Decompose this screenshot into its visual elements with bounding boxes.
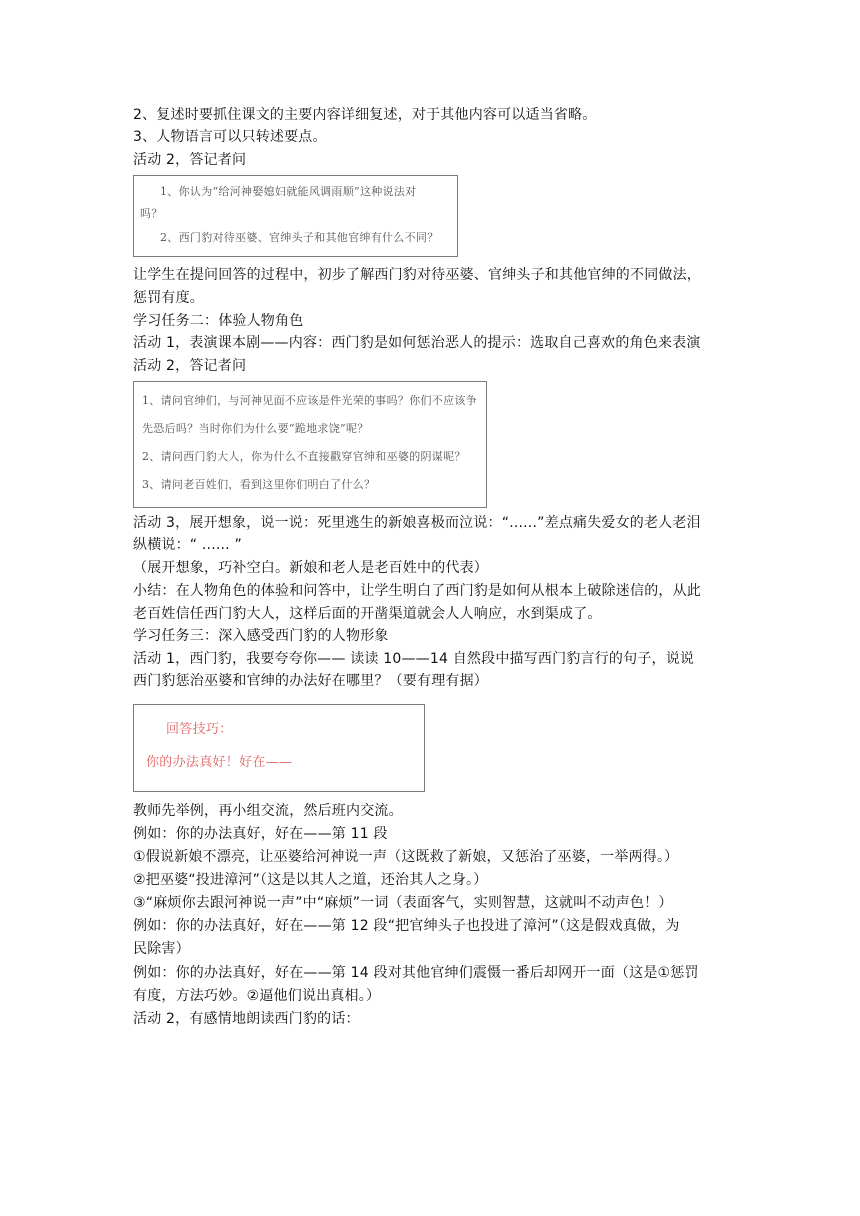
answer-tip-image-box bbox=[133, 704, 425, 792]
text-line: 活动 3，展开想象，说一说：死里逃生的新娘喜极而泣说：“......”差点痛失爱女的老人老泪 bbox=[133, 515, 701, 531]
activity-heading: 活动 2，答记者问 bbox=[133, 152, 247, 168]
text-line: 有度，方法巧妙。②逼他们说出真相。） bbox=[133, 988, 381, 1004]
text-line: 民除害） bbox=[133, 941, 190, 957]
text-line: 纵横说：“ ...... ” bbox=[133, 537, 242, 553]
text-line: 2、复述时要抓住课文的主要内容详细复述，对于其他内容可以适当省略。 bbox=[133, 107, 597, 123]
text-line: 教师先举例，再小组交流，然后班内交流。 bbox=[133, 803, 403, 819]
tip-text: 你的办法真好！好在—— bbox=[146, 755, 293, 770]
task-heading: 学习任务二：体验人物角色 bbox=[133, 313, 304, 329]
text-line: 老百姓信任西门豹大人，这样后面的开凿渠道就会人人响应，水到渠成了。 bbox=[133, 606, 602, 622]
activity-heading: 活动 2，答记者问 bbox=[133, 358, 247, 374]
activity-heading: 活动 2，有感情地朗读西门豹的话： bbox=[133, 1011, 360, 1027]
text-line: 活动 1，表演课本剧——内容：西门豹是如何惩治恶人的提示：选取自己喜欢的角色来表演 bbox=[133, 335, 701, 351]
text-line: 例如：你的办法真好，好在——第 11 段 bbox=[133, 826, 388, 842]
box-text: 2、西门豹对待巫婆、官绅头子和其他官绅有什么不同？ bbox=[160, 231, 439, 244]
box-text: 吗？ bbox=[140, 207, 163, 220]
tip-title: 回答技巧： bbox=[166, 722, 233, 737]
box-text: 先恐后吗？当时你们为什么要“跪地求饶”呢？ bbox=[142, 422, 369, 435]
text-line: ③“麻烦你去跟河神说一声”中“麻烦”一词（表面客气，实则智慧，这就叫不动声色！） bbox=[133, 895, 673, 911]
box-text: 1、请问官绅们，与河神见面不应该是件光荣的事吗？你们不应该争 bbox=[142, 394, 477, 407]
question-image-box-1 bbox=[133, 175, 458, 257]
summary-line: 小结：在人物角色的体验和问答中，让学生明白了西门豹是如何从根本上破除迷信的，从此 bbox=[133, 583, 701, 599]
task-heading: 学习任务三：深入感受西门豹的人物形象 bbox=[133, 628, 389, 644]
text-line: 活动 1，西门豹，我要夸夸你—— 读读 10——14 自然段中描写西门豹言行的句子，说说 bbox=[133, 651, 695, 667]
text-line: ②把巫婆“投进漳河”（这是以其人之道，还治其人之身。） bbox=[133, 872, 488, 888]
question-image-box-2 bbox=[133, 381, 487, 508]
text-line: 例如：你的办法真好，好在——第 12 段“把官绅头子也投进了漳河”（这是假戏真做，为 bbox=[133, 918, 680, 934]
box-text: 2、请问西门豹大人，你为什么不直接戳穿官绅和巫婆的阴谋呢？ bbox=[142, 450, 466, 463]
text-line: 让学生在提问回答的过程中，初步了解西门豹对待巫婆、官绅头子和其他官绅的不同做法， bbox=[133, 267, 701, 283]
text-line: （展开想象，巧补空白。新娘和老人是老百姓中的代表） bbox=[133, 560, 488, 576]
text-line: 惩罚有度。 bbox=[133, 290, 204, 306]
text-line: 例如：你的办法真好，好在——第 14 段对其他官绅们震慑一番后却网开一面（这是①惩罚 bbox=[133, 965, 699, 981]
box-text: 1、你认为“给河神娶媳妇就能风调雨顺”这种说法对 bbox=[160, 185, 417, 198]
text-line: 西门豹惩治巫婆和官绅的办法好在哪里？（要有理有据） bbox=[133, 673, 488, 689]
text-line: 3、人物语言可以只转述要点。 bbox=[133, 129, 327, 145]
text-line: ①假说新娘不漂亮，让巫婆给河神说一声（这既救了新娘，又惩治了巫婆，一举两得。） bbox=[133, 849, 679, 865]
box-text: 3、请问老百姓们，看到这里你们明白了什么？ bbox=[142, 478, 376, 491]
